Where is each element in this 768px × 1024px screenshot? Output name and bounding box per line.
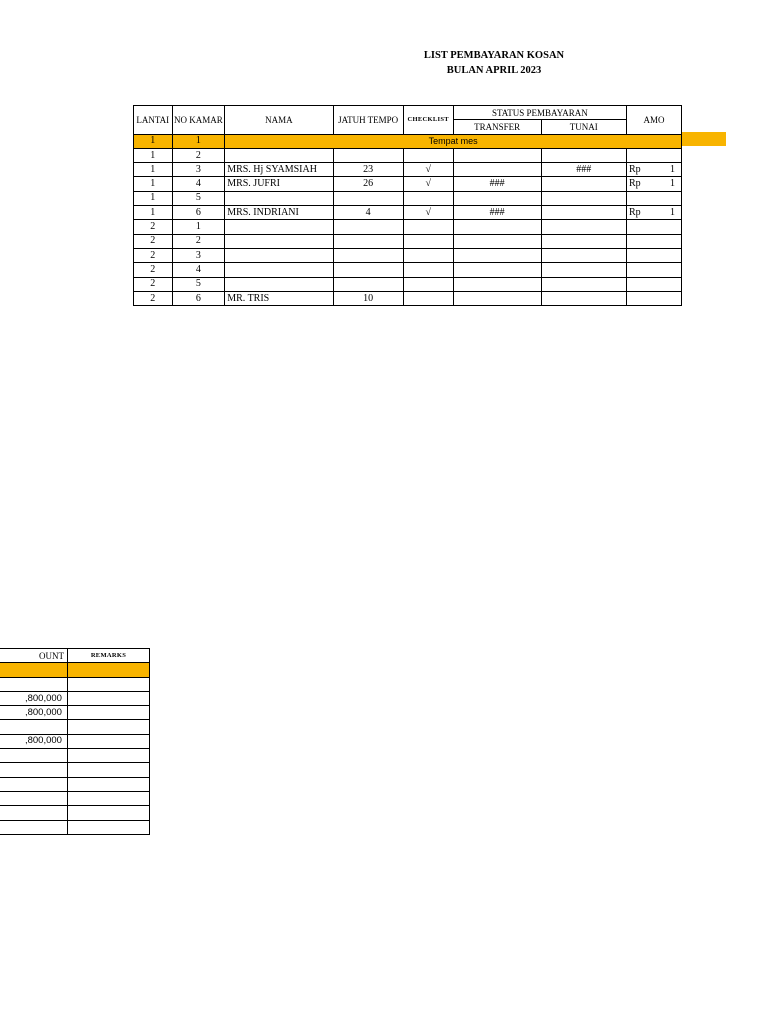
cell-checklist: [403, 291, 453, 305]
table-row: [134, 277, 682, 291]
table-row: [0, 734, 150, 748]
cell-checklist: √: [403, 163, 453, 177]
cell-nama: MRS. Hj SYAMSIAH: [225, 163, 333, 177]
cell-checklist: √: [403, 206, 453, 220]
cell-amount: [626, 263, 681, 277]
cell-kamar: 4: [172, 263, 225, 277]
cell-amount: [0, 777, 67, 791]
cell-lantai: 1: [134, 206, 173, 220]
highlight-row: [0, 663, 150, 677]
cell-amount: [626, 277, 681, 291]
table-row: [0, 677, 150, 691]
cell-jatuh-tempo: [333, 191, 403, 205]
highlight-row-overflow: [682, 132, 726, 146]
cell-remarks: [67, 663, 149, 677]
cell-remarks: [67, 777, 149, 791]
cell-kamar: 6: [172, 206, 225, 220]
cell-jatuh-tempo: [333, 234, 403, 248]
currency-label: Rp: [628, 178, 641, 190]
cell-transfer: [453, 163, 541, 177]
cell-transfer: [453, 277, 541, 291]
header-remarks: REMARKS: [67, 649, 149, 663]
cell-tunai: [541, 277, 626, 291]
table-row: [0, 691, 150, 705]
cell-amount: [0, 820, 67, 834]
cell-lantai: 2: [134, 248, 173, 262]
cell-transfer: [453, 191, 541, 205]
table-row: [134, 206, 682, 220]
tempat-mes-note: Tempat mes: [225, 134, 682, 148]
cell-checklist: [403, 191, 453, 205]
table-row: [0, 777, 150, 791]
cell-kamar: 3: [172, 163, 225, 177]
cell-tunai: [541, 191, 626, 205]
cell-jatuh-tempo: 26: [333, 177, 403, 191]
cell-amount: [0, 806, 67, 820]
table-row: [0, 820, 150, 834]
cell-kamar: 2: [172, 234, 225, 248]
cell-lantai: 2: [134, 277, 173, 291]
cell-checklist: [403, 248, 453, 262]
cell-amount: ,800,000: [0, 734, 67, 748]
cell-jatuh-tempo: [333, 248, 403, 262]
cell-amount: [626, 163, 681, 177]
cell-transfer: [453, 291, 541, 305]
cell-amount: [0, 677, 67, 691]
cell-amount: [0, 749, 67, 763]
cell-remarks: [67, 734, 149, 748]
table-row: [134, 163, 682, 177]
cell-remarks: [67, 749, 149, 763]
currency-label: Rp: [628, 206, 641, 218]
cell-tunai: [541, 177, 626, 191]
table-row: [134, 177, 682, 191]
header-checklist: CHECKLIST: [403, 106, 453, 135]
cell-amount: [626, 291, 681, 305]
cell-transfer: [453, 234, 541, 248]
cell-amount: [0, 663, 67, 677]
cell-jatuh-tempo: [333, 277, 403, 291]
cell-nama: [225, 248, 333, 262]
header-amount: AMO: [626, 106, 681, 135]
cell-checklist: [403, 148, 453, 162]
cell-kamar: 6: [172, 291, 225, 305]
cell-tunai: [541, 248, 626, 262]
table-row: [0, 749, 150, 763]
cell-amount: [0, 791, 67, 805]
header-row: [134, 106, 682, 120]
cell-amount: ,800,000: [0, 706, 67, 720]
header-status: STATUS PEMBAYARAN: [453, 106, 626, 120]
cell-checklist: [403, 234, 453, 248]
cell-jatuh-tempo: [333, 263, 403, 277]
header-transfer: TRANSFER: [453, 120, 541, 134]
cell-amount: [0, 720, 67, 734]
table-row: [134, 263, 682, 277]
cell-remarks: [67, 806, 149, 820]
cell-transfer: [453, 220, 541, 234]
cell-lantai: 2: [134, 263, 173, 277]
table-row: [0, 720, 150, 734]
cell-amount: [626, 234, 681, 248]
cell-kamar: 1: [172, 134, 225, 148]
cell-amount: [626, 191, 681, 205]
cell-remarks: [67, 820, 149, 834]
cell-kamar: 2: [172, 148, 225, 162]
cell-tunai: ###: [541, 163, 626, 177]
cell-lantai: 1: [134, 191, 173, 205]
header-lantai: LANTAI: [134, 106, 173, 135]
amount-value: 1: [670, 206, 675, 218]
cell-transfer: ###: [453, 206, 541, 220]
cell-transfer: [453, 148, 541, 162]
cell-tunai: [541, 206, 626, 220]
cell-nama: [225, 148, 333, 162]
table-row: [0, 706, 150, 720]
cell-nama: [225, 234, 333, 248]
cell-amount: [626, 148, 681, 162]
cell-kamar: 5: [172, 277, 225, 291]
amount-value: 1: [670, 163, 675, 175]
cell-remarks: [67, 691, 149, 705]
cell-nama: [225, 277, 333, 291]
amount-value: 1: [670, 178, 675, 190]
header-tunai: TUNAI: [541, 120, 626, 134]
cell-lantai: 2: [134, 220, 173, 234]
cell-jatuh-tempo: 4: [333, 206, 403, 220]
cell-amount: [626, 206, 681, 220]
sheet-subtitle: BULAN APRIL 2023: [446, 65, 542, 76]
cell-lantai: 1: [134, 177, 173, 191]
cell-kamar: 5: [172, 191, 225, 205]
payment-table-page2: [24, 648, 205, 849]
cell-checklist: √: [403, 177, 453, 191]
cell-tunai: [541, 148, 626, 162]
table-row: [134, 234, 682, 248]
cell-amount: [0, 763, 67, 777]
table-row: [0, 763, 150, 777]
header-no-kamar: NO KAMAR: [172, 106, 225, 135]
cell-remarks: [67, 677, 149, 691]
cell-nama: [225, 191, 333, 205]
cell-jatuh-tempo: 10: [333, 291, 403, 305]
header-jatuh-tempo: JATUH TEMPO: [333, 106, 403, 135]
cell-kamar: 1: [172, 220, 225, 234]
cell-nama: [225, 220, 333, 234]
cell-transfer: [453, 248, 541, 262]
cell-jatuh-tempo: [333, 220, 403, 234]
cell-jatuh-tempo: 23: [333, 163, 403, 177]
cell-amount: [626, 220, 681, 234]
header-amount: OUNT: [0, 649, 67, 663]
cell-kamar: 4: [172, 177, 225, 191]
cell-lantai: 1: [134, 134, 173, 148]
table-row: [134, 291, 682, 305]
cell-checklist: [403, 220, 453, 234]
table-row: [134, 148, 682, 162]
cell-tunai: [541, 220, 626, 234]
cell-transfer: ###: [453, 177, 541, 191]
cell-tunai: [541, 263, 626, 277]
highlight-row: [134, 134, 682, 148]
table-row: [134, 220, 682, 234]
table-row: [134, 191, 682, 205]
currency-label: Rp: [628, 163, 641, 175]
cell-remarks: [67, 706, 149, 720]
cell-lantai: 1: [134, 163, 173, 177]
cell-nama: [225, 263, 333, 277]
table-row: [134, 248, 682, 262]
cell-transfer: [453, 263, 541, 277]
cell-nama: MRS. JUFRI: [225, 177, 333, 191]
cell-nama: MRS. INDRIANI: [225, 206, 333, 220]
header-nama: NAMA: [225, 106, 333, 135]
sheet-title: LIST PEMBAYARAN KOSAN: [423, 50, 565, 61]
cell-lantai: 1: [134, 148, 173, 162]
table-row: [0, 791, 150, 805]
cell-checklist: [403, 263, 453, 277]
cell-lantai: 2: [134, 291, 173, 305]
cell-amount: ,800,000: [0, 691, 67, 705]
cell-checklist: [403, 277, 453, 291]
cell-remarks: [67, 763, 149, 777]
cell-jatuh-tempo: [333, 148, 403, 162]
cell-nama: MR. TRIS: [225, 291, 333, 305]
cell-remarks: [67, 720, 149, 734]
cell-tunai: [541, 234, 626, 248]
cell-kamar: 3: [172, 248, 225, 262]
cell-tunai: [541, 291, 626, 305]
table-row: [0, 806, 150, 820]
cell-amount: [626, 248, 681, 262]
cell-amount: [626, 177, 681, 191]
cell-remarks: [67, 791, 149, 805]
cell-lantai: 2: [134, 234, 173, 248]
payment-table-page1: [133, 105, 682, 306]
